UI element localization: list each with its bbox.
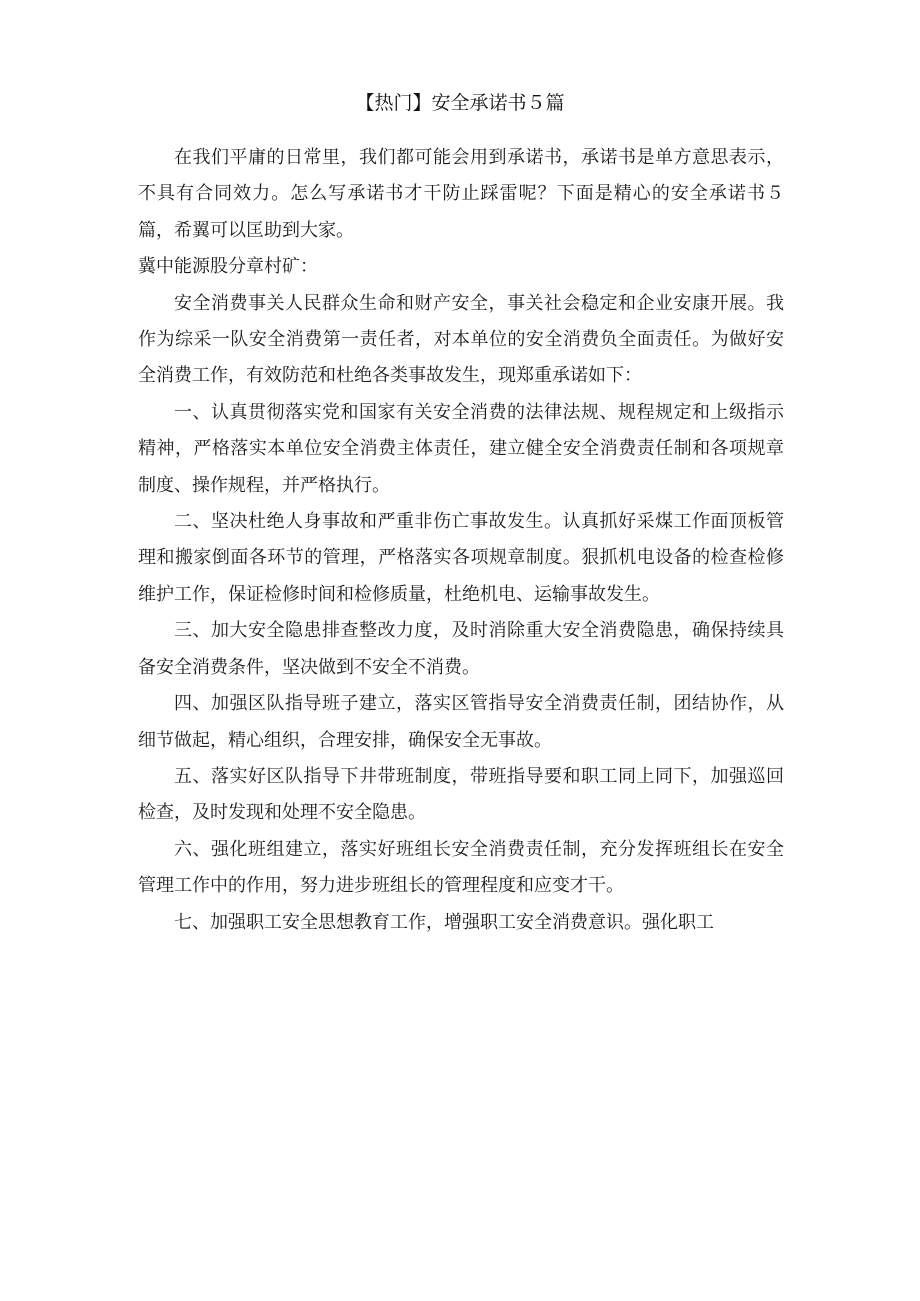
document-body [138, 140, 784, 941]
addressee-line: 冀中能源股分章村矿： [138, 256, 318, 278]
body-paragraph: 安全消费事关人民群众生命和财产安全，事关社会稳定和企业安康开展。我作为综采一队安全消费第一责任者，对本单位的安全消费负全面责任。为做好安全消费工作，有效防范和杜绝各类事故发生，现郑重承诺如下： [138, 292, 784, 387]
body-paragraph: 六、强化班组建立，落实好班组长安全消费责任制，充分发挥班组长在安全管理工作中的作用，努力进步班组长的管理程度和应变才干。 [138, 838, 784, 897]
body-paragraph: 五、落实好区队指导下井带班制度，带班指导要和职工同上同下，加强巡回检查，及时发现和处理不安全隐患。 [138, 765, 784, 824]
body-paragraph: 一、认真贯彻落实党和国家有关安全消费的法律法规、规程规定和上级指示精神，严格落实本单位安全消费主体责任，建立健全安全消费责任制和各项规章制度、操作规程，并严格执行。 [138, 401, 784, 496]
body-paragraph: 三、加大安全隐患排查整改力度，及时消除重大安全消费隐患，确保持续具备安全消费条件，坚决做到不安全不消费。 [138, 620, 784, 678]
body-paragraph: 四、加强区队指导班子建立，落实区管指导安全消费责任制，团结协作，从细节做起，精心组织，合理安排，确保安全无事故。 [138, 693, 784, 751]
document-title: 【热门】安全承诺书５篇 [355, 92, 565, 114]
body-paragraph: 七、加强职工安全思想教育工作，增强职工安全消费意识。强化职工 [174, 911, 714, 933]
body-paragraph: 二、坚决杜绝人身事故和严重非伤亡事故发生。认真抓好采煤工作面顶板管理和搬家倒面各环节的管理，严格落实各项规章制度。狠抓机电设备的检查检修维护工作，保证检修时间和检修质量，杜绝机电、运输事故发生。 [138, 511, 784, 605]
intro-paragraph: 在我们平庸的日常里，我们都可能会用到承诺书，承诺书是单方意思表示，不具有合同效力。怎么写承诺书才干防止踩雷呢？下面是精心的安全承诺书５篇，希翼可以匡助到大家。 [138, 147, 784, 241]
